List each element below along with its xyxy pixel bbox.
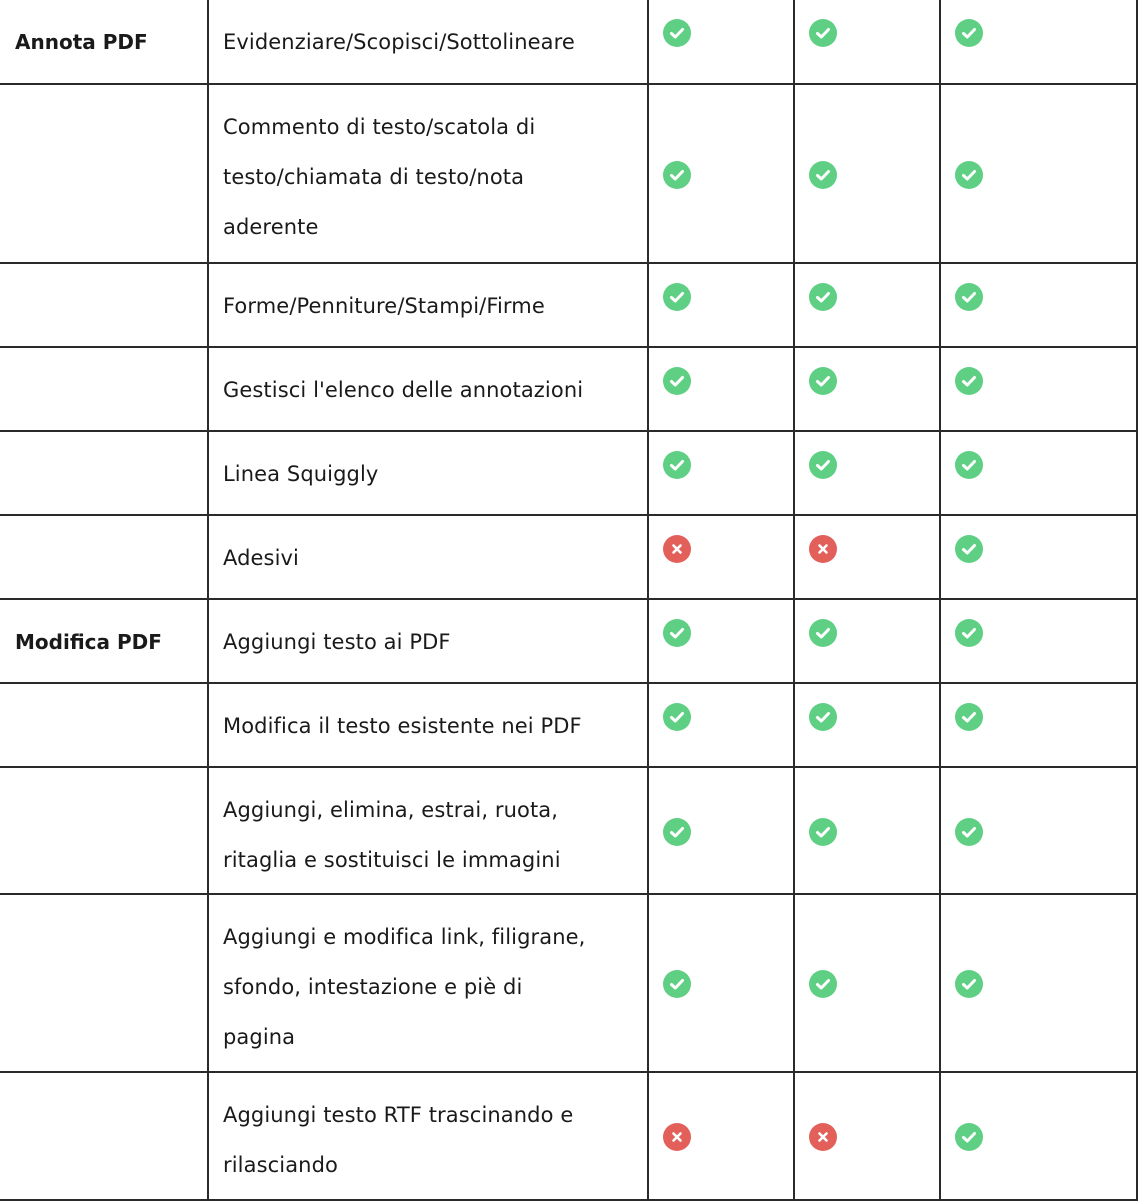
check-icon xyxy=(955,161,983,189)
check-icon xyxy=(663,970,691,998)
status-cell xyxy=(648,894,794,1072)
category-label xyxy=(15,895,207,912)
status-cell xyxy=(940,1072,1137,1200)
category-label xyxy=(15,1073,207,1090)
table-row xyxy=(0,515,1137,599)
feature-cell: Aggiungi testo ai PDF xyxy=(208,599,648,683)
status-cell xyxy=(648,767,794,894)
table-row xyxy=(0,263,1137,347)
status-cell xyxy=(648,683,794,767)
check-icon xyxy=(663,19,691,47)
category-cell xyxy=(0,1072,208,1200)
status-cell xyxy=(648,84,794,263)
status-cell xyxy=(940,683,1137,767)
category-label: Annota PDF xyxy=(15,30,148,54)
check-icon xyxy=(955,970,983,998)
feature-cell: Forme/Penniture/Stampi/Firme xyxy=(208,263,648,347)
feature-cell: Aggiungi e modifica link, filigrane, sfondo, intestazione e piè di pagina xyxy=(208,894,648,1072)
status-cell xyxy=(794,1072,940,1200)
check-icon xyxy=(955,451,983,479)
check-icon xyxy=(663,283,691,311)
status-cell xyxy=(648,599,794,683)
feature-cell: Linea Squiggly xyxy=(208,431,648,515)
status-cell xyxy=(794,347,940,431)
category-cell xyxy=(0,347,208,431)
table-row xyxy=(0,767,1137,894)
feature-cell: Commento di testo/scatola di testo/chiamata di testo/nota aderente xyxy=(208,84,648,263)
status-cell xyxy=(794,515,940,599)
status-cell xyxy=(940,0,1137,84)
status-cell xyxy=(648,515,794,599)
status-cell xyxy=(940,84,1137,263)
table-row xyxy=(0,894,1137,1072)
check-icon xyxy=(955,19,983,47)
status-cell xyxy=(940,515,1137,599)
check-icon xyxy=(955,535,983,563)
check-icon xyxy=(809,283,837,311)
category-label xyxy=(15,432,207,449)
table-row xyxy=(0,683,1137,767)
status-cell xyxy=(794,894,940,1072)
feature-cell: Modifica il testo esistente nei PDF xyxy=(208,683,648,767)
table-row xyxy=(0,347,1137,431)
status-cell xyxy=(940,894,1137,1072)
category-label: Modifica PDF xyxy=(15,630,162,654)
status-cell xyxy=(794,599,940,683)
category-label xyxy=(15,768,207,785)
category-cell xyxy=(0,894,208,1072)
check-icon xyxy=(663,161,691,189)
feature-cell: Aggiungi, elimina, estrai, ruota, ritaglia e sostituisci le immagini xyxy=(208,767,648,894)
feature-cell: Gestisci l'elenco delle annotazioni xyxy=(208,347,648,431)
feature-cell: Adesivi xyxy=(208,515,648,599)
check-icon xyxy=(809,970,837,998)
status-cell xyxy=(648,1072,794,1200)
status-cell xyxy=(940,767,1137,894)
category-label xyxy=(15,348,207,365)
status-cell xyxy=(940,599,1137,683)
category-label xyxy=(15,516,207,533)
status-cell xyxy=(940,347,1137,431)
status-cell xyxy=(648,0,794,84)
check-icon xyxy=(955,818,983,846)
check-icon xyxy=(955,283,983,311)
status-cell xyxy=(794,767,940,894)
check-icon xyxy=(809,367,837,395)
cross-icon xyxy=(663,535,691,563)
status-cell xyxy=(794,263,940,347)
check-icon xyxy=(809,619,837,647)
cross-icon xyxy=(809,1123,837,1151)
category-cell xyxy=(0,0,208,84)
status-cell xyxy=(940,263,1137,347)
check-icon xyxy=(955,619,983,647)
check-icon xyxy=(809,818,837,846)
check-icon xyxy=(809,703,837,731)
feature-cell: Aggiungi testo RTF trascinando e rilasciando xyxy=(208,1072,648,1200)
category-cell xyxy=(0,431,208,515)
category-cell xyxy=(0,84,208,263)
table-row xyxy=(0,84,1137,263)
feature-cell: Evidenziare/Scopisci/Sottolineare xyxy=(208,0,648,84)
table-row xyxy=(0,599,1137,683)
status-cell xyxy=(940,431,1137,515)
check-icon xyxy=(663,619,691,647)
cross-icon xyxy=(663,1123,691,1151)
category-cell xyxy=(0,767,208,894)
category-label xyxy=(15,684,207,701)
check-icon xyxy=(663,703,691,731)
check-icon xyxy=(809,451,837,479)
check-icon xyxy=(809,19,837,47)
check-icon xyxy=(955,367,983,395)
category-label xyxy=(15,264,207,281)
status-cell xyxy=(648,347,794,431)
category-cell xyxy=(0,515,208,599)
check-icon xyxy=(809,161,837,189)
category-cell xyxy=(0,599,208,683)
category-label xyxy=(15,85,207,102)
status-cell xyxy=(648,263,794,347)
status-cell xyxy=(794,84,940,263)
check-icon xyxy=(955,703,983,731)
check-icon xyxy=(663,451,691,479)
category-cell xyxy=(0,263,208,347)
check-icon xyxy=(663,367,691,395)
cross-icon xyxy=(809,535,837,563)
check-icon xyxy=(955,1123,983,1151)
status-cell xyxy=(794,0,940,84)
category-cell xyxy=(0,683,208,767)
table-row xyxy=(0,0,1137,84)
table-row xyxy=(0,1072,1137,1200)
status-cell xyxy=(794,431,940,515)
status-cell xyxy=(648,431,794,515)
check-icon xyxy=(663,818,691,846)
table-row xyxy=(0,431,1137,515)
status-cell xyxy=(794,683,940,767)
